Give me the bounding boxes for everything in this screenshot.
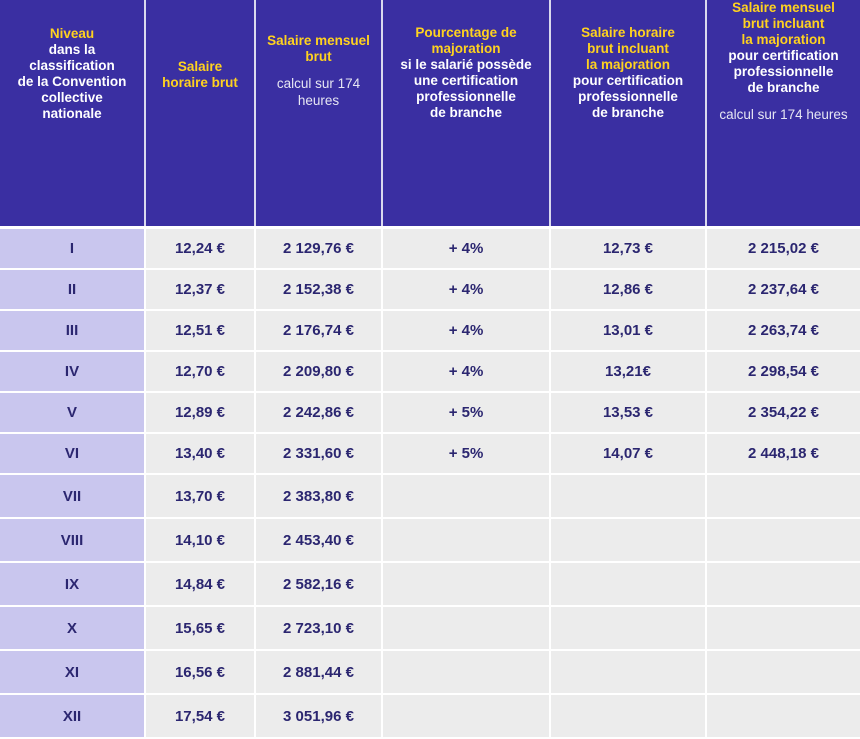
cell-salaire-mensuel: 2 242,86 € — [256, 393, 383, 434]
header-mensuel-line: Salaire mensuel — [267, 33, 370, 48]
header-horaire-line: horaire brut — [162, 75, 238, 90]
header-mensuel-maj-line: la majoration — [741, 32, 826, 47]
table-row — [0, 352, 860, 393]
cell-salaire-mensuel: 2 723,10 € — [256, 607, 383, 651]
cell-majoration: + 5% — [383, 434, 551, 475]
cell-salaire-mensuel: 2 176,74 € — [256, 311, 383, 352]
header-mensuel-majore — [707, 0, 860, 226]
cell-salaire-mensuel: 2 331,60 € — [256, 434, 383, 475]
table-row — [0, 607, 860, 651]
cell-majoration — [383, 651, 551, 695]
cell-salaire-horaire: 12,37 € — [146, 270, 256, 311]
cell-mensuel-majore — [707, 695, 860, 739]
cell-salaire-mensuel: 2 129,76 € — [256, 226, 383, 270]
cell-niveau: I — [0, 226, 146, 270]
table-row — [0, 563, 860, 607]
header-mensuel-maj-line: professionnelle — [733, 64, 834, 79]
cell-salaire-horaire: 14,10 € — [146, 519, 256, 563]
cell-majoration: + 4% — [383, 311, 551, 352]
table-row — [0, 651, 860, 695]
cell-niveau: III — [0, 311, 146, 352]
table-row — [0, 226, 860, 270]
header-horaire-maj-line: de branche — [591, 105, 665, 120]
header-horaire-maj-line: brut incluant — [587, 41, 669, 56]
header-salaire-mensuel — [256, 0, 383, 226]
cell-horaire-majore — [551, 651, 707, 695]
cell-salaire-horaire: 13,70 € — [146, 475, 256, 519]
table-row — [0, 434, 860, 475]
cell-horaire-majore: 14,07 € — [551, 434, 707, 475]
header-pourcentage-line: majoration — [431, 41, 501, 56]
cell-mensuel-majore — [707, 607, 860, 651]
header-horaire-maj-line: professionnelle — [578, 89, 678, 104]
header-horaire-maj-line: pour certification — [572, 73, 684, 88]
header-horaire-maj-line: la majoration — [585, 57, 671, 72]
table-row — [0, 311, 860, 352]
table-row — [0, 475, 860, 519]
cell-niveau: IV — [0, 352, 146, 393]
header-pourcentage-line: professionnelle — [416, 89, 516, 104]
header-niveau-line: dans la — [48, 42, 96, 57]
header-niveau-line: nationale — [42, 106, 102, 121]
header-pourcentage-line: une certification — [413, 73, 519, 88]
table-row — [0, 393, 860, 434]
cell-horaire-majore: 12,86 € — [551, 270, 707, 311]
cell-horaire-majore — [551, 519, 707, 563]
header-niveau-line: de la Convention — [17, 74, 127, 89]
header-mensuel-maj-note: calcul sur 174 heures — [719, 107, 848, 122]
cell-salaire-mensuel: 2 453,40 € — [256, 519, 383, 563]
cell-horaire-majore: 13,01 € — [551, 311, 707, 352]
header-horaire-line: Salaire — [177, 59, 223, 74]
cell-salaire-horaire: 12,51 € — [146, 311, 256, 352]
cell-niveau: XI — [0, 651, 146, 695]
cell-mensuel-majore: 2 298,54 € — [707, 352, 860, 393]
header-niveau — [0, 0, 146, 226]
header-pourcentage-line: Pourcentage de — [415, 25, 517, 40]
cell-mensuel-majore — [707, 475, 860, 519]
cell-mensuel-majore — [707, 563, 860, 607]
cell-mensuel-majore: 2 263,74 € — [707, 311, 860, 352]
header-mensuel-maj-line: Salaire mensuel — [732, 0, 835, 15]
cell-niveau: VIII — [0, 519, 146, 563]
header-salaire-horaire — [146, 0, 256, 226]
cell-salaire-mensuel: 3 051,96 € — [256, 695, 383, 739]
header-row — [0, 0, 860, 226]
header-pourcentage-line: de branche — [429, 105, 503, 120]
table-row — [0, 270, 860, 311]
cell-salaire-mensuel: 2 383,80 € — [256, 475, 383, 519]
cell-mensuel-majore — [707, 519, 860, 563]
cell-horaire-majore: 12,73 € — [551, 226, 707, 270]
cell-horaire-majore: 13,21€ — [551, 352, 707, 393]
salary-table-body — [0, 226, 860, 739]
cell-mensuel-majore: 2 237,64 € — [707, 270, 860, 311]
header-niveau-line: collective — [41, 90, 103, 105]
cell-niveau: X — [0, 607, 146, 651]
cell-horaire-majore: 13,53 € — [551, 393, 707, 434]
cell-majoration — [383, 519, 551, 563]
cell-majoration — [383, 695, 551, 739]
cell-niveau: II — [0, 270, 146, 311]
cell-horaire-majore — [551, 563, 707, 607]
cell-salaire-mensuel: 2 152,38 € — [256, 270, 383, 311]
cell-salaire-horaire: 14,84 € — [146, 563, 256, 607]
cell-majoration: + 4% — [383, 270, 551, 311]
header-mensuel-maj-line: brut incluant — [742, 16, 825, 31]
cell-majoration: + 4% — [383, 226, 551, 270]
cell-salaire-horaire: 13,40 € — [146, 434, 256, 475]
cell-horaire-majore — [551, 475, 707, 519]
cell-niveau: XII — [0, 695, 146, 739]
cell-salaire-mensuel: 2 582,16 € — [256, 563, 383, 607]
cell-majoration — [383, 475, 551, 519]
cell-majoration — [383, 607, 551, 651]
header-niveau-line: classification — [29, 58, 115, 73]
cell-salaire-mensuel: 2 881,44 € — [256, 651, 383, 695]
header-mensuel-line: brut — [305, 49, 332, 64]
cell-salaire-horaire: 12,24 € — [146, 226, 256, 270]
cell-salaire-horaire: 15,65 € — [146, 607, 256, 651]
cell-niveau: IX — [0, 563, 146, 607]
cell-niveau: V — [0, 393, 146, 434]
cell-salaire-horaire: 16,56 € — [146, 651, 256, 695]
cell-salaire-mensuel: 2 209,80 € — [256, 352, 383, 393]
cell-salaire-horaire: 17,54 € — [146, 695, 256, 739]
cell-majoration: + 4% — [383, 352, 551, 393]
cell-mensuel-majore — [707, 651, 860, 695]
cell-salaire-horaire: 12,89 € — [146, 393, 256, 434]
cell-mensuel-majore: 2 448,18 € — [707, 434, 860, 475]
cell-salaire-horaire: 12,70 € — [146, 352, 256, 393]
header-niveau-title: Niveau — [49, 26, 95, 41]
header-mensuel-note: calcul sur 174 heures — [276, 76, 361, 108]
cell-mensuel-majore: 2 354,22 € — [707, 393, 860, 434]
cell-majoration: + 5% — [383, 393, 551, 434]
header-horaire-majore — [551, 0, 707, 226]
cell-niveau: VI — [0, 434, 146, 475]
table-row — [0, 519, 860, 563]
header-mensuel-maj-line: pour certification — [728, 48, 839, 63]
cell-mensuel-majore: 2 215,02 € — [707, 226, 860, 270]
header-pourcentage-line: si le salarié possède — [400, 57, 532, 72]
cell-horaire-majore — [551, 695, 707, 739]
table-row — [0, 695, 860, 739]
header-horaire-maj-line: Salaire horaire — [581, 25, 675, 40]
cell-niveau: VII — [0, 475, 146, 519]
header-mensuel-maj-line: de branche — [747, 80, 820, 95]
header-pourcentage — [383, 0, 551, 226]
cell-majoration — [383, 563, 551, 607]
cell-horaire-majore — [551, 607, 707, 651]
